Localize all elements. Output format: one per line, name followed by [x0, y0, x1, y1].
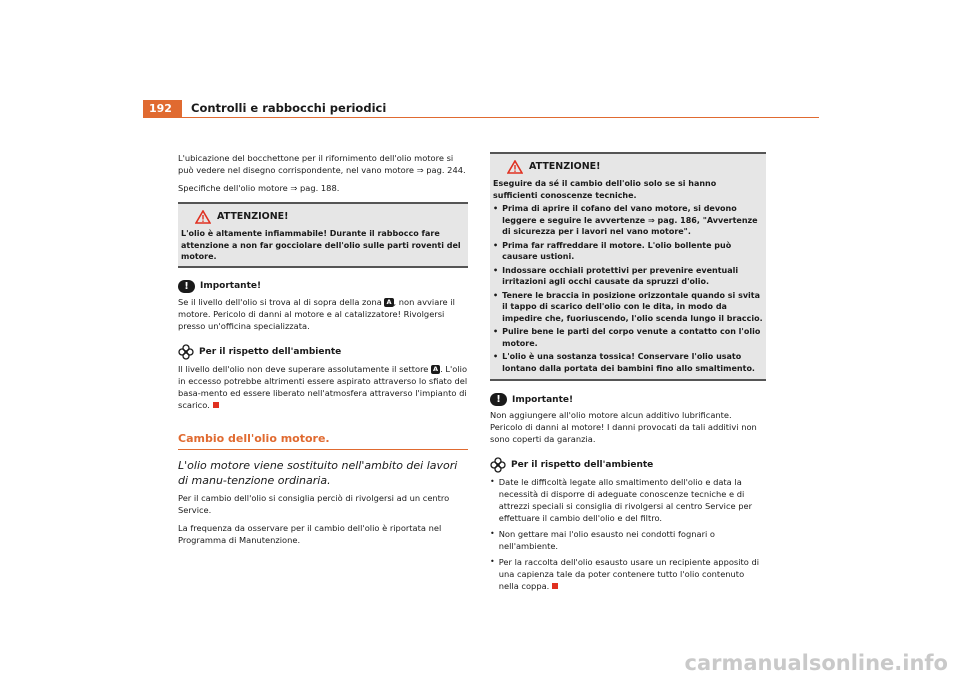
warning-triangle-icon: [507, 160, 523, 174]
environment-item: • Non gettare mai l'olio esausto nei condotti fognari o nell'ambiente.: [490, 529, 716, 551]
important-text: Se il livello dell'olio si trova al di sopra della zona A , non avviare il motore. Pericolo di danni al motore e al catalizzatore! Rivolgersi presso un'officina specializzata.: [178, 296, 455, 331]
warning-item: • Tenere le braccia in posizione orizzontale quando si svita il tappo di scarico dell'olio con le dita, in modo da impedire che, fuoriuscendo, l'olio scenda lungo il braccio.: [493, 290, 763, 323]
watermark: carmanualsonline.info: [684, 651, 948, 675]
environment-flower-icon: [490, 457, 506, 473]
chapter-title: Cambio dell'olio motore.: [178, 433, 468, 450]
chapter-intro: L'olio motore viene sostituito nell'ambito dei lavori di manu-tenzione ordinaria.: [178, 458, 458, 487]
bullet-icon: •: [493, 204, 499, 213]
ref-a-badge: A: [433, 364, 439, 373]
end-mark-icon: [552, 583, 558, 589]
important-note-icon: !: [178, 280, 195, 293]
intro-paragraph-2: Specifiche dell'olio motore ⇒ pag. 188.: [178, 183, 340, 193]
warning-triangle-icon: [195, 210, 211, 224]
warning-title: ATTENZIONE!: [181, 206, 465, 228]
chapter-paragraph-2: La frequenza da osservare per il cambio dell'olio è riportata nel Programma di Manutenzione.: [178, 522, 442, 545]
running-title: Controlli e rabbocchi periodici: [191, 101, 387, 115]
environment-item: • Date le difficoltà legate allo smaltimento dell'olio e data la necessità di disporre di adeguate conoscenze tecniche e di attrezzi speciali si consiglia di rivolgersi al centro Service per effettuare il cambio dell'olio e del filtro.: [490, 477, 753, 523]
header-rule: [143, 117, 819, 118]
left-column: [178, 152, 468, 552]
right-column: [490, 152, 766, 596]
warning-lead: Eseguire da sé il cambio dell'olio solo se si hanno sufficienti conoscenze tecniche.: [493, 179, 717, 200]
environment-heading: Per il rispetto dell'ambiente: [490, 457, 766, 473]
important-text: Non aggiungere all'olio motore alcun additivo lubrificante. Pericolo di danni al motore! I danni provocati da tali additivi non sono coperti da garanzia.: [490, 410, 757, 444]
warning-item: • Prima far raffreddare il motore. L'olio bollente può causare ustioni.: [493, 240, 732, 261]
arrow-icon: ⇒: [290, 183, 298, 193]
important-note-icon: !: [490, 393, 507, 406]
environment-flower-icon: [178, 344, 194, 360]
intro-paragraph-1: L'ubicazione del bocchettone per il rifornimento dell'olio motore si può vedere nel disegno corrispondente, nel vano motore ⇒ pag. 244.: [178, 153, 466, 175]
bullet-icon: •: [490, 529, 495, 538]
warning-title: ATTENZIONE!: [493, 156, 763, 178]
warning-item: • L'olio è una sostanza tossica! Conservare l'olio usato lontano dalla portata dei bambini fino allo smaltimento.: [493, 352, 755, 373]
chapter-paragraph-1: Per il cambio dell'olio si consiglia perciò di rivolgersi ad un centro Service.: [178, 492, 450, 515]
environment-heading: Per il rispetto dell'ambiente: [178, 344, 468, 360]
bullet-icon: •: [493, 240, 499, 250]
important-heading: ! Importante!: [178, 280, 468, 293]
page-number: 192: [143, 100, 182, 117]
important-heading: ! Importante!: [490, 393, 766, 406]
environment-text: Il livello dell'olio non deve superare assolutamente il settore A . L'olio in eccesso potrebbe altrimenti essere aspirato attraverso lo sfiato del basa-mento ed essere liberato nell'atmosfera attraverso l'impianto di scarico.: [178, 363, 468, 410]
warning-text: L'olio è altamente infiammabile! Durante il rabbocco fare attenzione a non far gocciolare dell'olio sulle parti roventi del motore.: [181, 229, 461, 261]
bullet-icon: •: [493, 290, 499, 300]
bullet-icon: •: [490, 477, 495, 486]
environment-item: • Per la raccolta dell'olio esausto usare un recipiente apposito di una capienza tale da poter contenere tutto l'olio contenuto nella coppa.: [490, 557, 760, 591]
warning-item: • Indossare occhiali protettivi per prevenire eventuali irritazioni agli occhi causate da spruzzi d'olio.: [493, 265, 739, 286]
bullet-icon: •: [493, 352, 499, 361]
bullet-icon: •: [493, 327, 499, 336]
warning-item: • Prima di aprire il cofano del vano motore, si devono leggere e seguire le avvertenze ⇒ pag. 186, "Avvertenze di sicurezza per i lavori nel vano motore".: [493, 204, 758, 236]
ref-a-badge: A: [386, 297, 392, 306]
end-mark-icon: [213, 402, 219, 408]
bullet-icon: •: [493, 265, 499, 275]
arrow-icon: ⇒: [416, 165, 424, 175]
warning-box: [178, 202, 468, 268]
warning-box: [490, 152, 766, 381]
bullet-icon: •: [490, 557, 495, 566]
warning-item: • Pulire bene le parti del corpo venute a contatto con l'olio motore.: [493, 327, 761, 348]
